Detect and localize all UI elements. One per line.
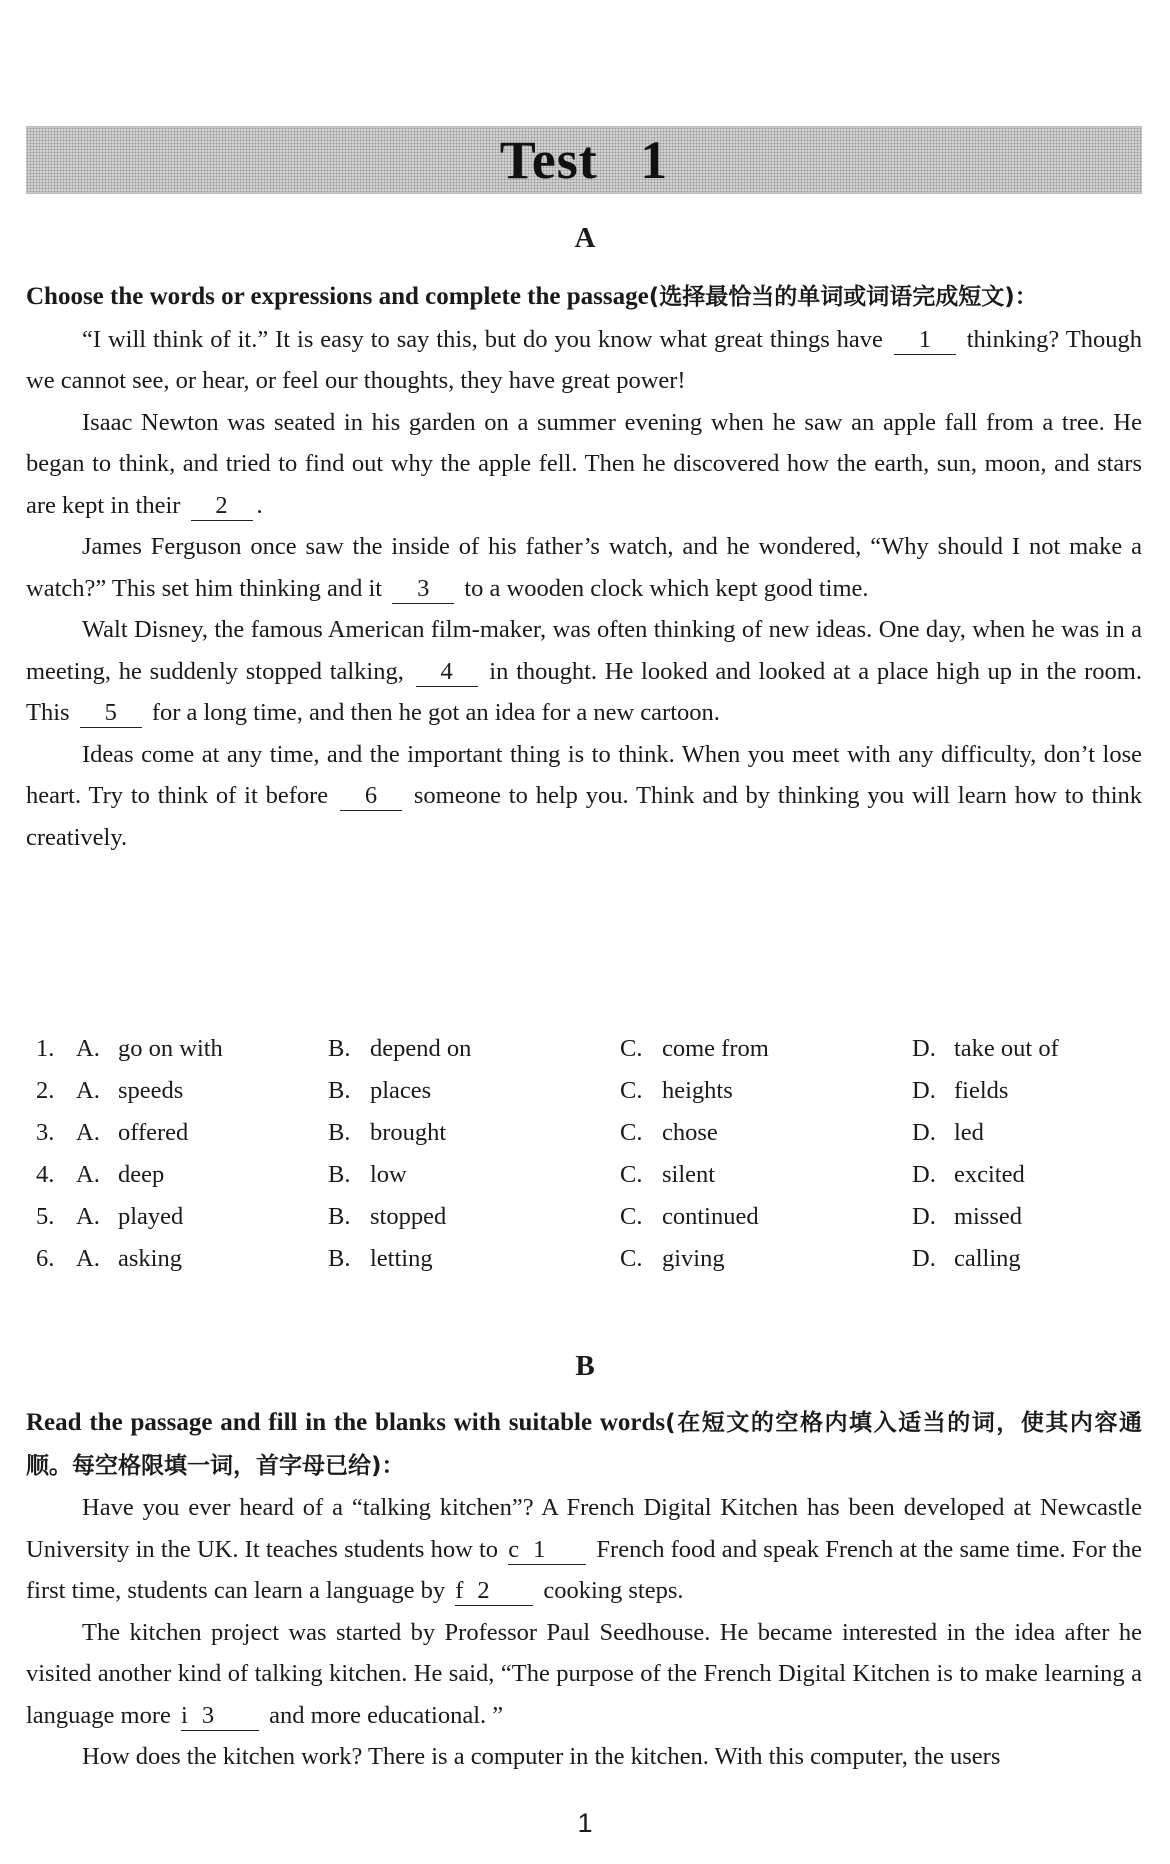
title-banner bbox=[26, 126, 1142, 194]
option-b[interactable]: B. low bbox=[328, 1161, 407, 1188]
instruction-cn: (在短文的空格内填入适当的词，使其内容通顺。每空格限填一词，首字母已给)： bbox=[26, 1410, 1143, 1479]
option-c[interactable]: C. silent bbox=[620, 1161, 716, 1188]
option-row bbox=[36, 1238, 1136, 1280]
option-c[interactable]: C. continued bbox=[620, 1203, 759, 1230]
question-number: 4. bbox=[36, 1161, 55, 1188]
option-row bbox=[36, 1154, 1136, 1196]
option-d[interactable]: D. excited bbox=[912, 1161, 1025, 1188]
question-number: 2. bbox=[36, 1077, 55, 1104]
letter-blank-3: i 3 bbox=[181, 1702, 259, 1731]
option-row bbox=[36, 1070, 1136, 1112]
letter-blank-2: f 2 bbox=[455, 1577, 533, 1606]
option-a[interactable]: A. played bbox=[76, 1203, 184, 1230]
blank-4: 4 bbox=[416, 658, 478, 687]
section-a-heading: A bbox=[574, 222, 596, 254]
page-title: Test 1 bbox=[499, 130, 669, 190]
option-c[interactable]: C. giving bbox=[620, 1245, 725, 1272]
paragraph-2: Isaac Newton was seated in his garden on a summer evening when he saw an apple fall from a tree. He began to think, and tried to find out why the apple fell. Then he discovered how the earth, sun, moon, and stars are kept in their 2 . bbox=[26, 408, 1142, 519]
option-a[interactable]: A. deep bbox=[76, 1161, 165, 1188]
paragraph-1: “I will think of it.” It is easy to say this, but do you know what great things have 1 thinking? Though we cannot see, or hear, or feel our thoughts, they have great power! bbox=[26, 325, 1142, 394]
section-b-instruction bbox=[26, 1402, 1142, 1487]
option-row bbox=[36, 1112, 1136, 1154]
question-number: 6. bbox=[36, 1245, 55, 1272]
option-c[interactable]: C. chose bbox=[620, 1119, 718, 1146]
option-d[interactable]: D. fields bbox=[912, 1077, 1009, 1104]
option-a[interactable]: A. go on with bbox=[76, 1035, 223, 1062]
section-b-passage bbox=[26, 1402, 1142, 1778]
section-b-heading: B bbox=[575, 1350, 595, 1382]
question-number: 1. bbox=[36, 1035, 55, 1062]
instruction-en: Read the passage and fill in the blanks with suitable words bbox=[26, 1409, 666, 1436]
option-d[interactable]: D. take out of bbox=[912, 1035, 1059, 1062]
option-a[interactable]: A. speeds bbox=[76, 1077, 184, 1104]
instruction-cn: (选择最恰当的单词或词语完成短文)： bbox=[648, 284, 1038, 310]
blank-6: 6 bbox=[340, 782, 402, 811]
paragraph-3: How does the kitchen work? There is a computer in the kitchen. With this computer, the users bbox=[82, 1743, 1001, 1770]
option-c[interactable]: C. heights bbox=[620, 1077, 733, 1104]
option-b[interactable]: B. stopped bbox=[328, 1203, 447, 1230]
blank-5: 5 bbox=[80, 699, 142, 728]
option-d[interactable]: D. calling bbox=[912, 1245, 1021, 1272]
option-a[interactable]: A. asking bbox=[76, 1245, 182, 1272]
option-a[interactable]: A. offered bbox=[76, 1119, 189, 1146]
instruction-en: Choose the words or expressions and complete the passage bbox=[26, 283, 649, 310]
option-row bbox=[36, 1196, 1136, 1238]
paragraph-5: Ideas come at any time, and the important thing is to think. When you meet with any difficulty, don’t lose heart. Try to think of it before 6 someone to help you. Think and by thinking you will learn how to think creatively. bbox=[26, 740, 1143, 851]
paragraph-1: Have you ever heard of a “talking kitchen”? A French Digital Kitchen has been developed at Newcastle University in the UK. It teaches students how to c 1 French food and speak French at the same time. For the first time, students can learn a language by f 2 cooking steps. bbox=[26, 1494, 1142, 1604]
question-number: 5. bbox=[36, 1203, 55, 1230]
option-b[interactable]: B. brought bbox=[328, 1119, 447, 1146]
option-d[interactable]: D. led bbox=[912, 1119, 984, 1146]
option-d[interactable]: D. missed bbox=[912, 1203, 1023, 1230]
paragraph-3: James Ferguson once saw the inside of his father’s watch, and he wondered, “Why should I not make a watch?” This set him thinking and it 3 to a wooden clock which kept good time. bbox=[26, 533, 1142, 602]
option-row bbox=[36, 1028, 1136, 1070]
section-a-passage bbox=[26, 276, 1142, 858]
blank-3: 3 bbox=[392, 575, 454, 604]
blank-1: 1 bbox=[894, 326, 956, 355]
question-number: 3. bbox=[36, 1119, 55, 1146]
answer-options bbox=[36, 1028, 1136, 1280]
section-a-instruction bbox=[26, 276, 1142, 319]
paragraph-2: The kitchen project was started by Professor Paul Seedhouse. He became interested in the idea after he visited another kind of talking kitchen. He said, “The purpose of the French Digital Kitchen is to make learning a language more i 3 and more educational. ” bbox=[26, 1618, 1142, 1729]
paragraph-4: Walt Disney, the famous American film-maker, was often thinking of new ideas. One day, when he was in a meeting, he suddenly stopped talking, 4 in thought. He looked and looked at a place high up in the room. This 5 for a long time, and then he got an idea for a new cartoon. bbox=[26, 616, 1142, 726]
option-b[interactable]: B. letting bbox=[328, 1245, 433, 1272]
letter-blank-1: c 1 bbox=[508, 1536, 586, 1565]
page-number: 1 bbox=[577, 1808, 593, 1838]
blank-2: 2 bbox=[191, 492, 253, 521]
option-b[interactable]: B. depend on bbox=[328, 1035, 472, 1062]
option-b[interactable]: B. places bbox=[328, 1077, 432, 1104]
option-c[interactable]: C. come from bbox=[620, 1035, 769, 1062]
